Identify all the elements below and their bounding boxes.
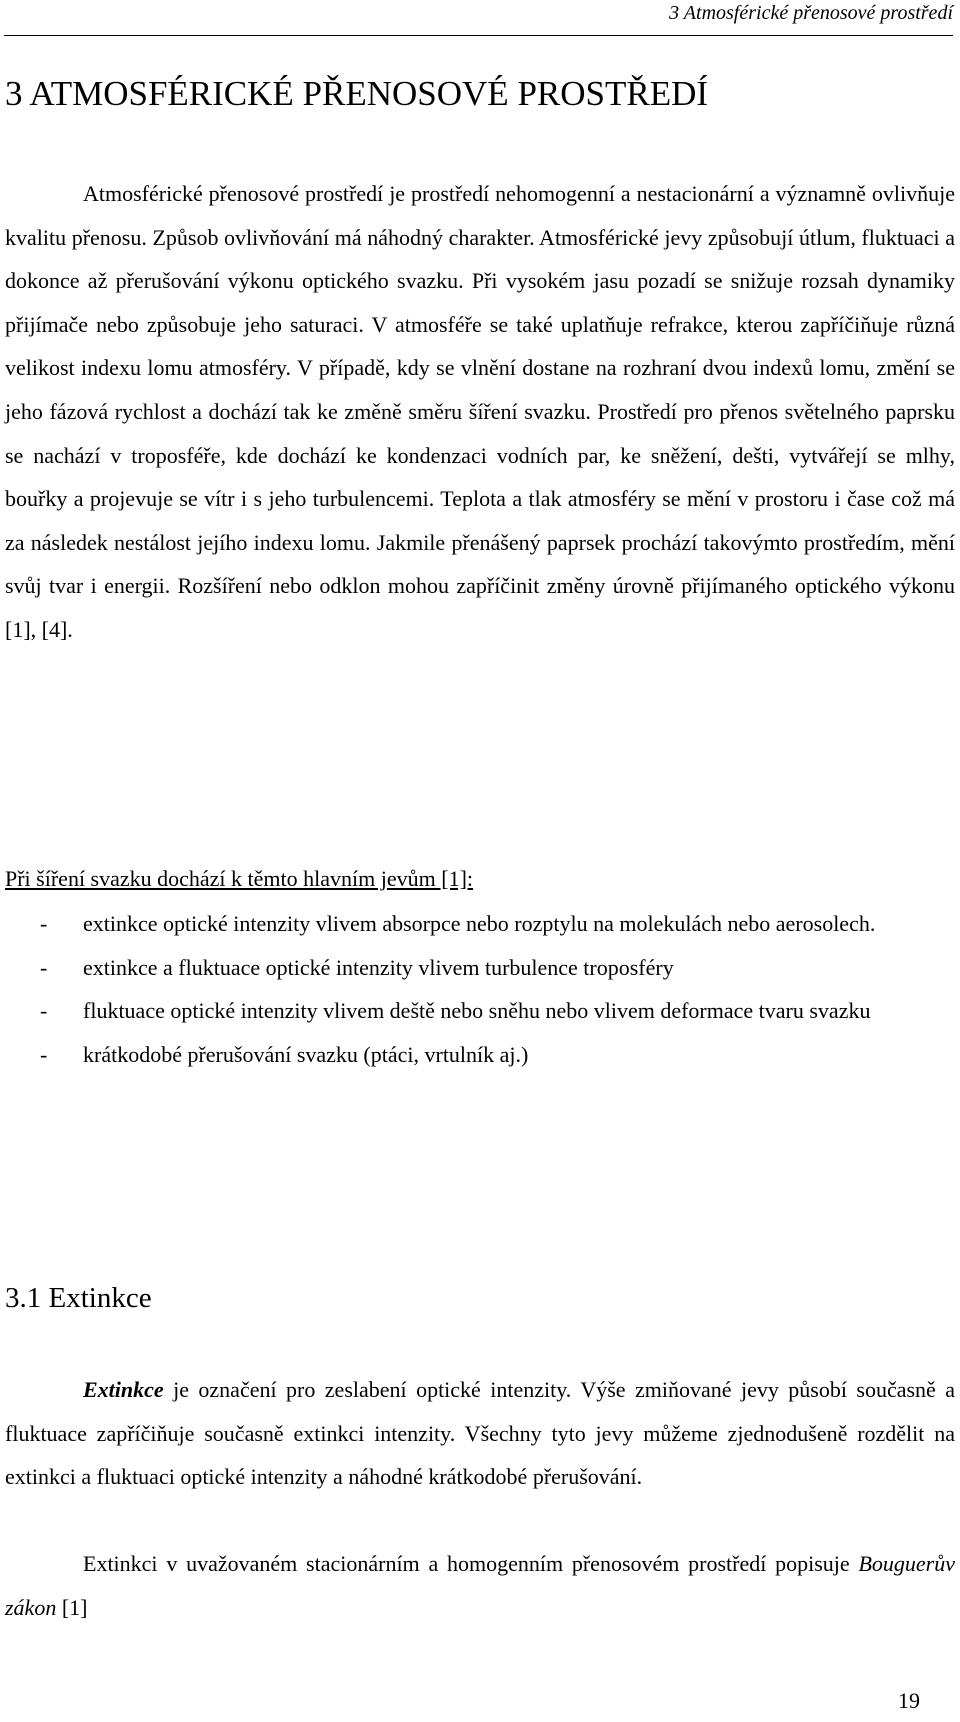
- dash-bullet: -: [40, 954, 48, 980]
- extinction-paragraph: [5, 1368, 955, 1499]
- page-number: 19: [898, 1688, 920, 1713]
- chapter-title: 3 ATMOSFÉRICKÉ PŘENOSOVÉ PROSTŘEDÍ: [5, 74, 709, 113]
- section-title: 3.1 Extinkce: [5, 1282, 152, 1314]
- list-item-text: krátkodobé přerušování svazku (ptáci, vrtulník aj.): [83, 1041, 529, 1067]
- list-item-text: fluktuace optické intenzity vlivem deště nebo sněhu nebo vlivem deformace tvaru svazku: [83, 998, 871, 1024]
- bouguer-paragraph-lead: Extinkci v uvažovaném stacionárním a homogenním přenosovém prostředí popisuje: [83, 1551, 859, 1576]
- list-item: [5, 946, 955, 990]
- extinction-paragraph-text: je označení pro zeslabení optické intenzity. Výše zmiňované jevy působí současně a fluktuace zapříčiňuje současně extinkci intenzity. Všechny tyto jevy můžeme zjednodušeně rozdělit na extinkci a fluktuaci optické intenzity a náhodné krátkodobé přerušování.: [5, 1377, 955, 1490]
- list-item-text: extinkce optické intenzity vlivem absorpce nebo rozptylu na molekulách nebo aerosolech.: [83, 911, 876, 936]
- list-item: [5, 902, 955, 946]
- intro-paragraph: Atmosférické přenosové prostředí je prostředí nehomogenní a nestacionární a významně ovlivňuje kvalitu přenosu. Způsob ovlivňování má náhodný charakter. Atmosférické jevy způsobují útlum, fluktuaci a dokonce až přerušování výkonu optického svazku. Při vysokém jasu pozadí se snižuje rozsah dynamiky přijímače nebo způsobuje jeho saturaci. V atmosféře se také uplatňuje refrakce, kterou zapříčiňuje různá velikost indexu lomu atmosféry. V případě, kdy se vlnění dostane na rozhraní dvou indexů lomu, změní se jeho fázová rychlost a dochází tak ke změně směru šíření svazku. Prostředí pro přenos světelného paprsku se nachází v troposféře, kde dochází ke kondenzaci vodních par, ke sněžení, dešti, vytvářejí se mlhy, bouřky a projevuje se vítr i s jeho turbulencemi. Teplota a tlak atmosféry se mění v prostoru i čase což má za následek nestálost jejího indexu lomu. Jakmile přenášený paprsek prochází takovýmto prostředím, mění svůj tvar i energii. Rozšíření nebo odklon mohou zapříčinit změny úrovně přijímaného optického výkonu [1], [4].: [5, 181, 955, 642]
- dash-bullet: -: [40, 1041, 48, 1067]
- phenomena-list: [5, 902, 955, 1076]
- dash-bullet: -: [40, 911, 48, 936]
- term-extinkce: Extinkce: [83, 1377, 164, 1402]
- bouguer-paragraph: [5, 1542, 955, 1629]
- list-item-text: extinkce a fluktuace optické intenzity vlivem turbulence troposféry: [83, 954, 674, 980]
- law-name: Bouguerův zákon: [5, 1551, 955, 1620]
- list-item: [5, 1033, 955, 1077]
- dash-bullet: -: [40, 998, 48, 1024]
- bouguer-paragraph-tail: [1]: [56, 1594, 88, 1620]
- header-divider: [4, 35, 953, 36]
- list-item: [5, 989, 955, 1033]
- phenomena-heading: Při šíření svazku dochází k těmto hlavním jevům [1]:: [5, 866, 474, 891]
- running-header: 3 Atmosférické přenosové prostředí: [669, 2, 953, 24]
